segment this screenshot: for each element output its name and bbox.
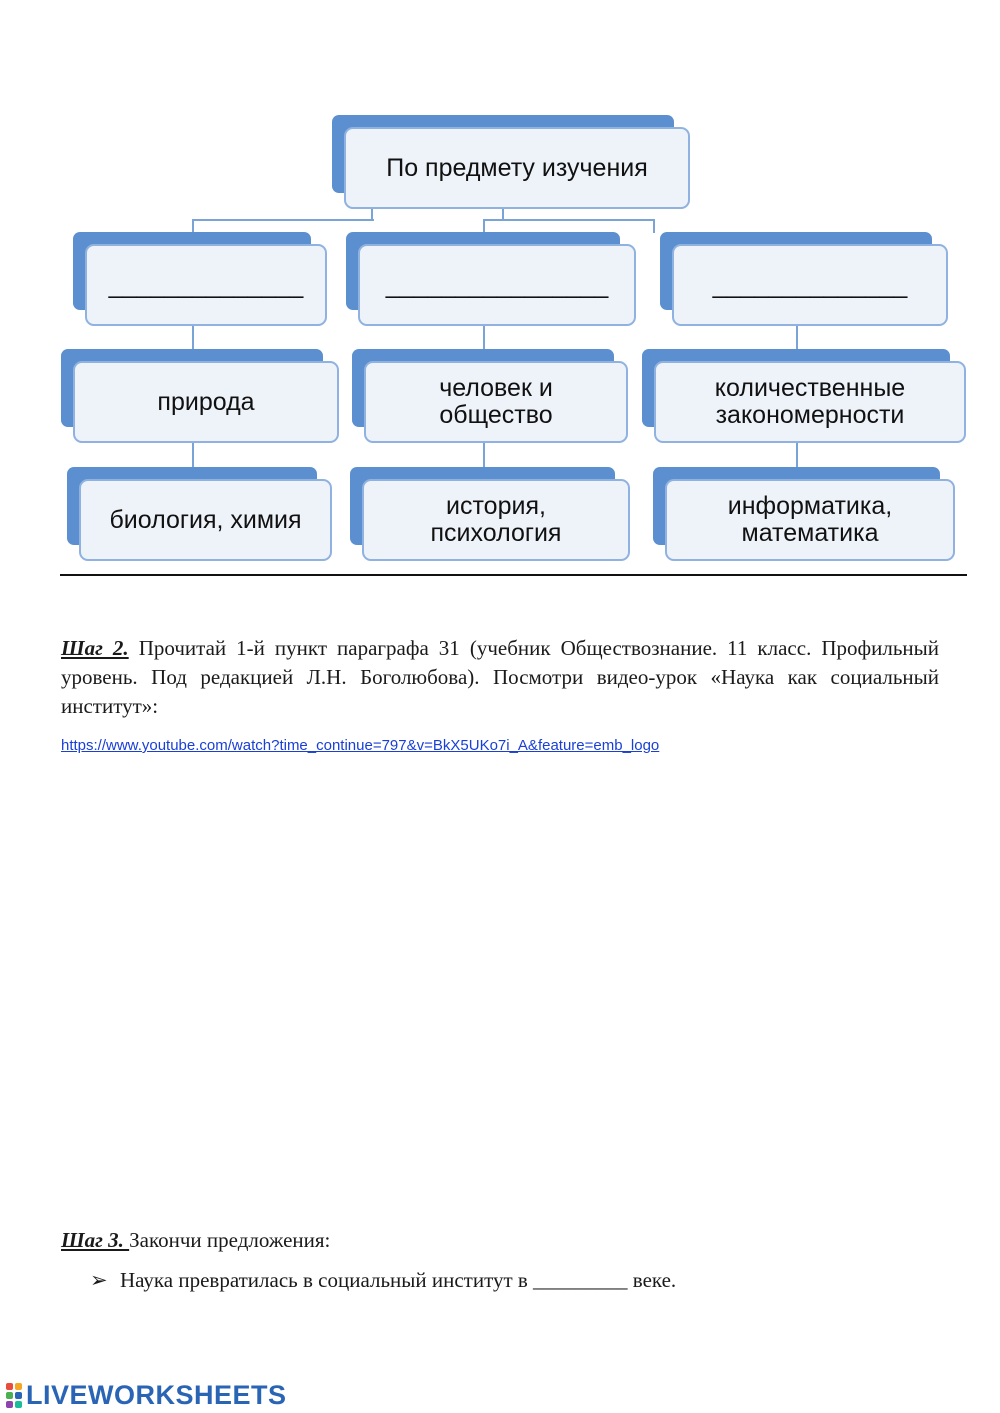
connector (653, 219, 655, 233)
connector (192, 219, 374, 221)
classification-diagram (0, 0, 1000, 600)
blank-field[interactable]: ______________ (108, 270, 304, 299)
root-label: По предмету изучения (386, 153, 648, 182)
connector (192, 219, 194, 233)
step-2-label: Шаг 2. (61, 636, 129, 660)
step-3-paragraph (61, 1226, 939, 1255)
step-3-label: Шаг 3. (61, 1228, 130, 1252)
step-2-paragraph (61, 634, 939, 721)
object-label: количественные закономерности (714, 374, 906, 429)
connector (483, 219, 654, 221)
liveworksheets-logo (6, 1380, 287, 1410)
sentence-text[interactable]: Наука превратилась в социальный институт в _________ веке. (120, 1268, 677, 1292)
connector (483, 219, 485, 233)
connector (192, 325, 194, 351)
science-label: информатика, математика (727, 492, 893, 547)
logo-grid-icon (6, 1383, 22, 1408)
object-label: человек и общество (439, 374, 553, 429)
science-label: биология, химия (109, 505, 302, 534)
blank-field[interactable]: ________________ (385, 270, 609, 299)
step-3-text: Закончи предложения: (129, 1228, 331, 1252)
logo-text: LIVEWORKSHEETS (26, 1379, 287, 1410)
blank-field[interactable]: ______________ (712, 270, 908, 299)
step-2-text: Прочитай 1-й пункт параграфа 31 (учебник Обществознание. 11 класс. Профильный уровень. Под редакцией Л.Н. Боголюбова). Посмотри видео-урок «Наука как социальный институт»: (61, 636, 939, 718)
object-label: природа (157, 387, 255, 416)
divider (60, 574, 967, 576)
video-link[interactable]: https://www.youtube.com/watch?time_continue=797&v=BkX5UKo7i_A&feature=emb_logo (61, 737, 660, 754)
connector (192, 443, 194, 468)
sentence-item (90, 1268, 676, 1293)
connector (796, 443, 798, 468)
connector (483, 443, 485, 468)
science-label: история, психология (430, 492, 562, 547)
connector (796, 325, 798, 351)
connector (483, 325, 485, 351)
arrow-bullet-icon: ➢ (90, 1268, 108, 1292)
